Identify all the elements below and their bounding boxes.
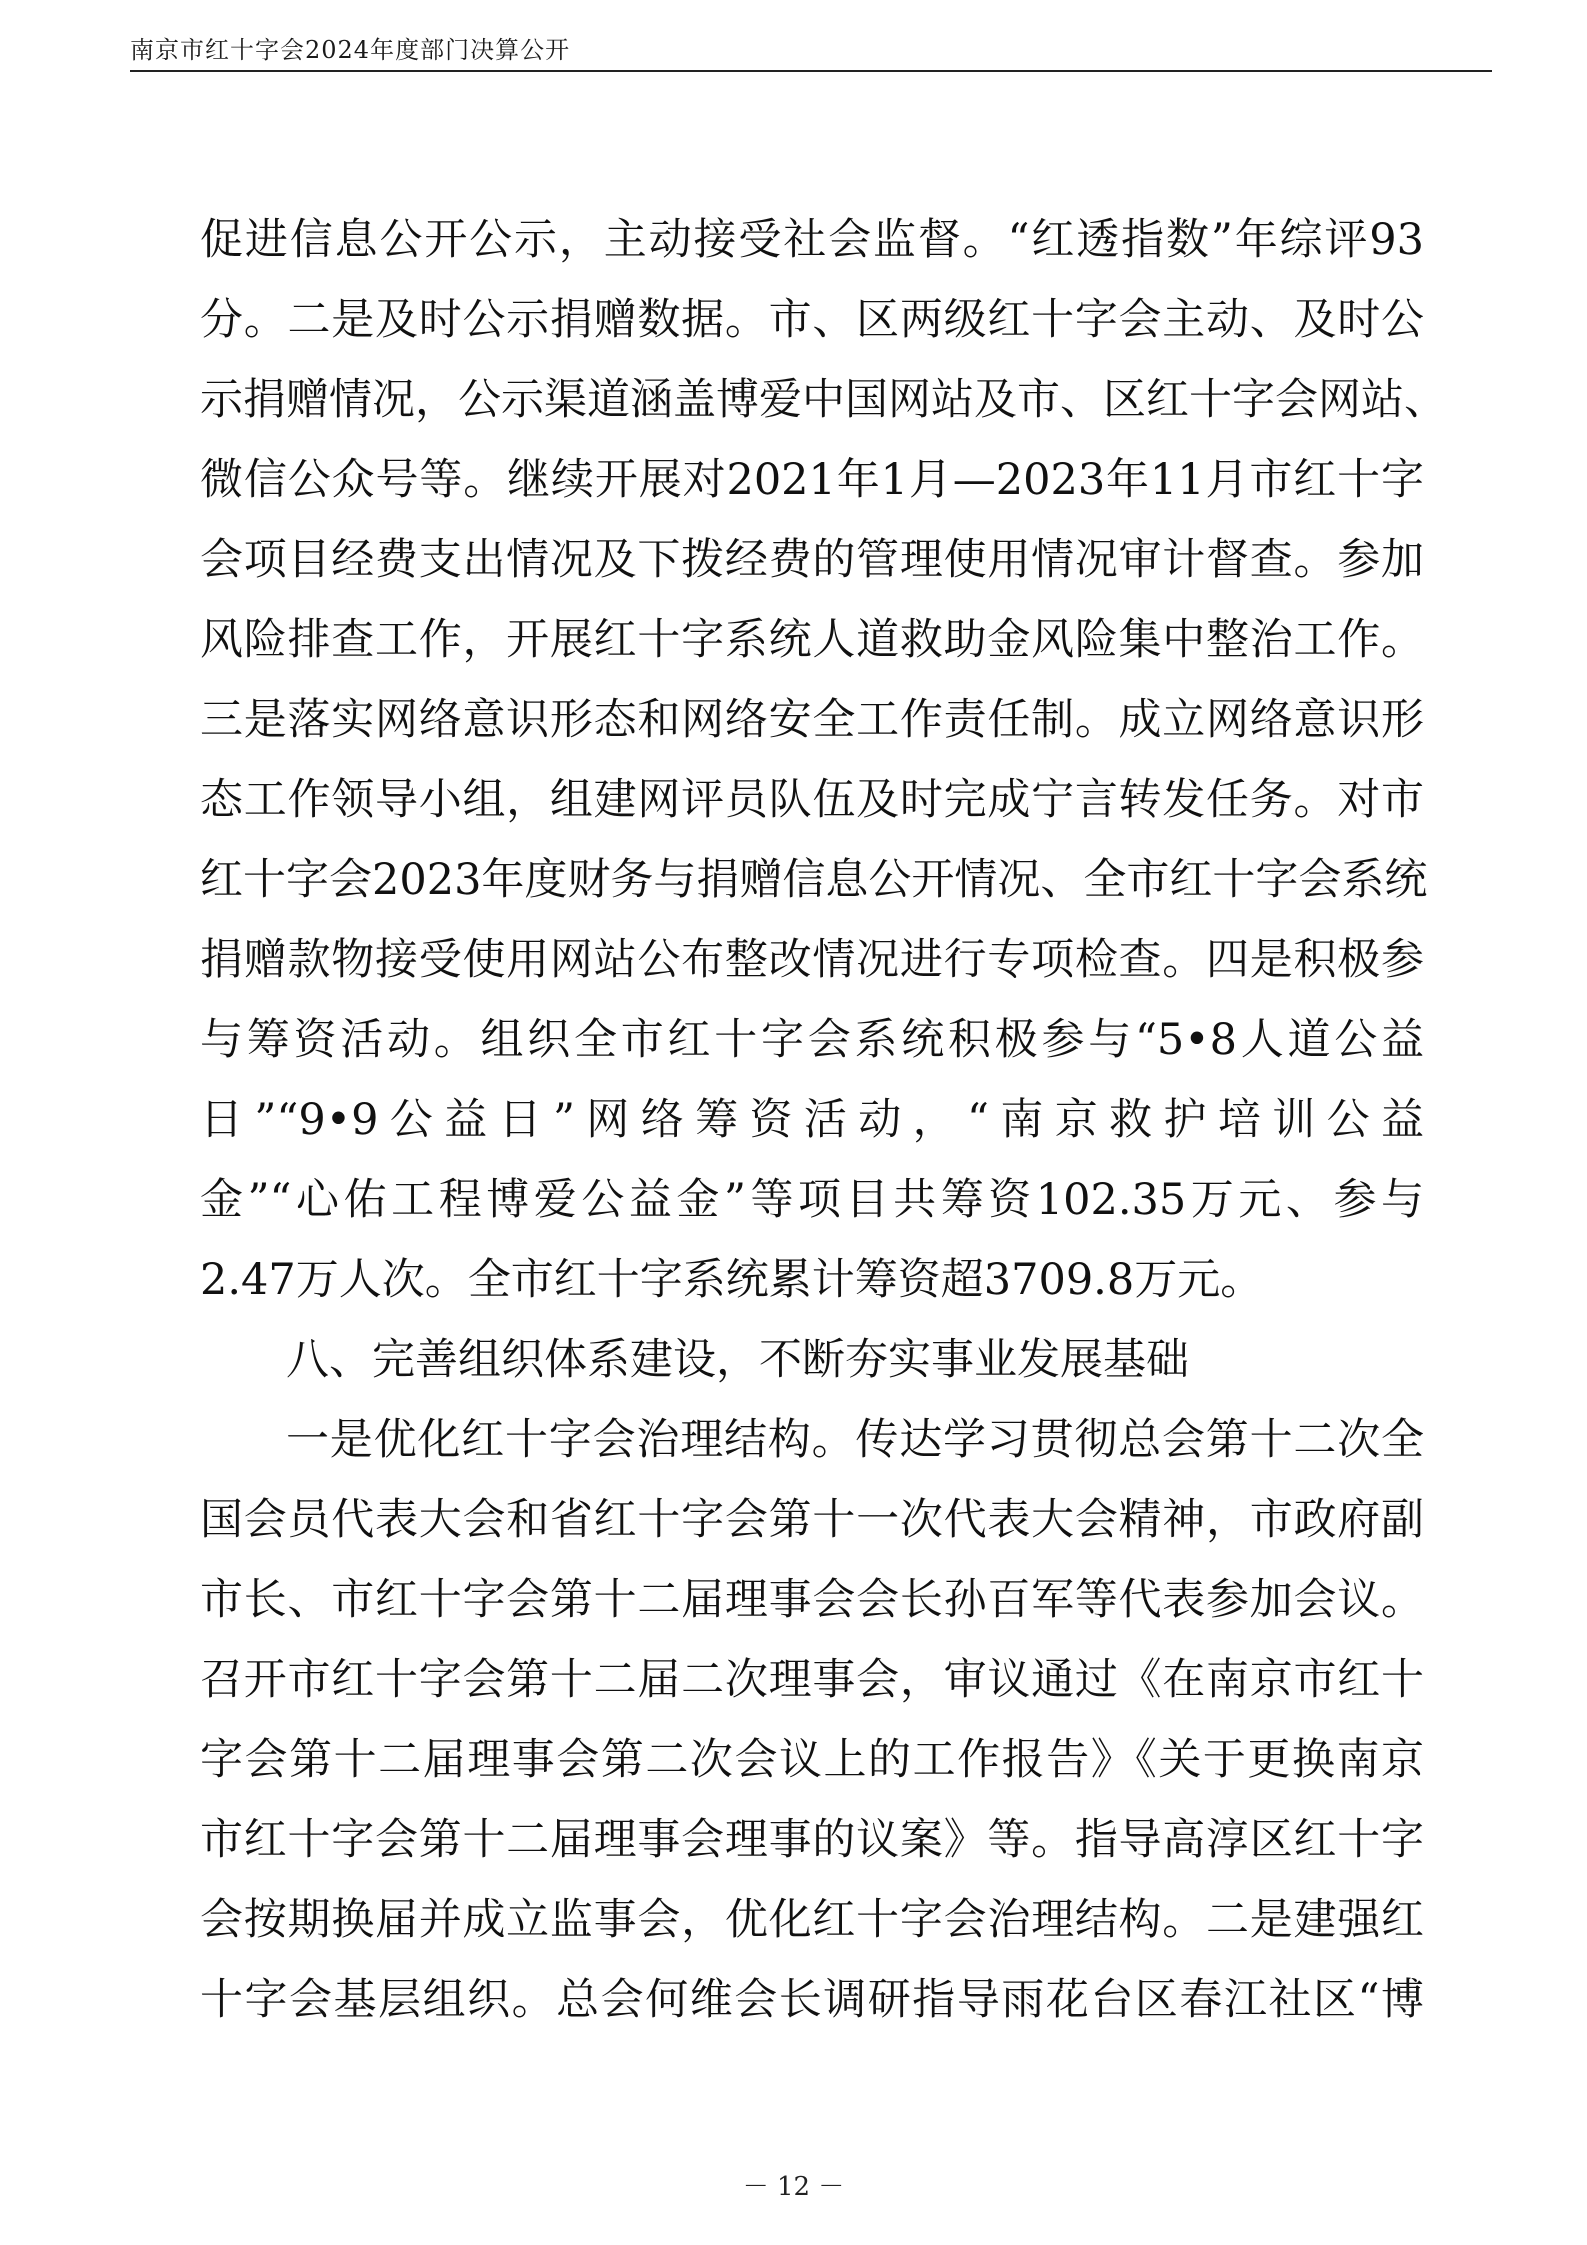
page-number: － 12 －: [742, 2172, 845, 2202]
text-line: 微信公众号等。继续开展对2021年1月—2023年11月市红十字: [200, 455, 1424, 505]
text-line: 国会员代表大会和省红十字会第十一次代表大会精神，市政府副: [200, 1495, 1424, 1545]
header-divider: [130, 70, 1492, 72]
text-line: 与筹资活动。组织全市红十字会系统积极参与“5•8人道公益: [200, 1015, 1424, 1065]
text-line: 市长、市红十字会第十二届理事会会长孙百军等代表参加会议。: [200, 1575, 1424, 1625]
text-line: 字会第十二届理事会第二次会议上的工作报告》《关于更换南京: [200, 1735, 1424, 1785]
text-line: 召开市红十字会第十二届二次理事会，审议通过《在南京市红十: [200, 1655, 1424, 1705]
text-line: 三是落实网络意识形态和网络安全工作责任制。成立网络意识形: [200, 695, 1424, 745]
text-line: 态工作领导小组，组建网评员队伍及时完成宁言转发任务。对市: [200, 775, 1424, 825]
text-line: 金”“心佑工程博爱公益金”等项目共筹资102.35万元、参与: [200, 1175, 1424, 1225]
text-line: 示捐赠情况，公示渠道涵盖博爱中国网站及市、区红十字会网站、: [200, 375, 1447, 425]
body-text: [200, 210, 1447, 2050]
text-line: 分。二是及时公示捐赠数据。市、区两级红十字会主动、及时公: [200, 295, 1424, 345]
text-line: 十字会基层组织。总会何维会长调研指导雨花台区春江社区“博: [200, 1975, 1424, 2025]
text-line: 会项目经费支出情况及下拨经费的管理使用情况审计督查。参加: [200, 535, 1424, 585]
text-line: 红十字会2023年度财务与捐赠信息公开情况、全市红十字会系统: [200, 855, 1428, 905]
text-line: 一是优化红十字会治理结构。传达学习贯彻总会第十二次全: [286, 1415, 1424, 1465]
text-line: 风险排查工作，开展红十字系统人道救助金风险集中整治工作。: [200, 615, 1424, 665]
text-line: 会按期换届并成立监事会，优化红十字会治理结构。二是建强红: [200, 1895, 1424, 1945]
text-line: 日”“9•9公益日”网络筹资活动，“南京救护培训公益: [200, 1095, 1424, 1145]
text-line: 2.47万人次。全市红十字系统累计筹资超3709.8万元。: [200, 1255, 1264, 1305]
running-header: 南京市红十字会2024年度部门决算公开: [130, 36, 571, 64]
text-line: 促进信息公开公示，主动接受社会监督。“红透指数”年综评93: [200, 215, 1424, 265]
text-line: 捐赠款物接受使用网站公布整改情况进行专项检查。四是积极参: [200, 935, 1424, 985]
section-heading: 八、完善组织体系建设，不断夯实事业发展基础: [286, 1335, 1189, 1385]
text-line: 市红十字会第十二届理事会理事的议案》等。指导高淳区红十字: [200, 1815, 1424, 1865]
